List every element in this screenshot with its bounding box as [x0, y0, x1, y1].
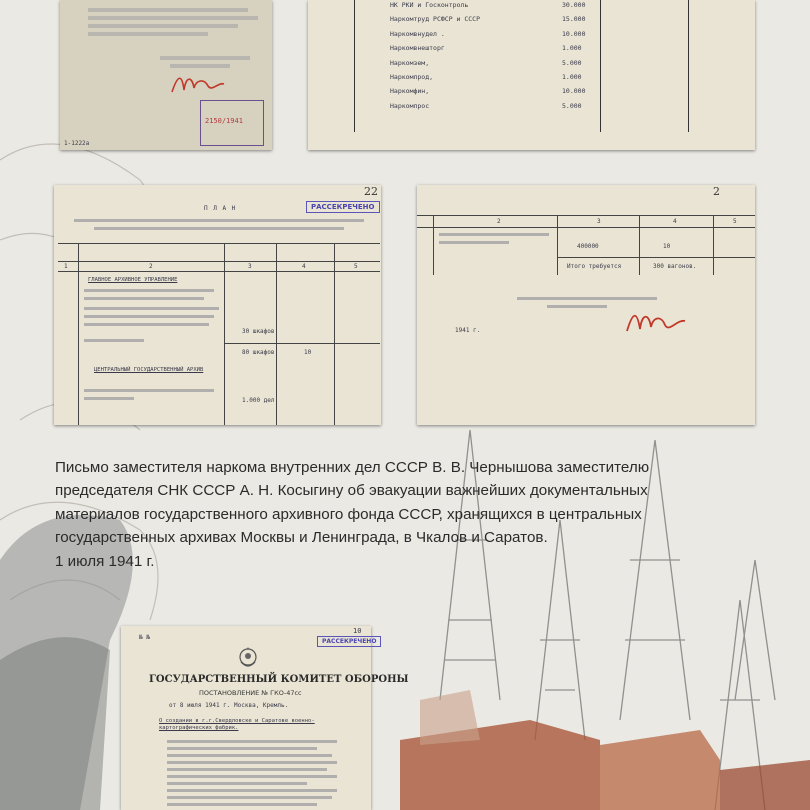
table-cell-value: 1.000 [562, 73, 582, 81]
page-number: 22 [364, 185, 378, 198]
document-top-left [60, 0, 272, 150]
table-num-line [58, 271, 380, 272]
table-border-left [354, 0, 355, 132]
doc-text-line [84, 397, 134, 400]
document-mid-right [417, 185, 755, 425]
handwritten-signature [623, 305, 689, 341]
col-num: 3 [248, 263, 252, 270]
col-num: 4 [302, 263, 306, 270]
doc-text-line [84, 307, 219, 310]
caption-line: председателя СНК СССР А. Н. Косыгину об эвакуации важнейших документальных [55, 482, 648, 500]
doc-text-line [88, 24, 238, 28]
cell-value: 400000 [577, 243, 599, 250]
col-line [557, 215, 558, 275]
table-num-line [417, 227, 755, 228]
decree-title: ГОСУДАРСТВЕННЫЙ КОМИТЕТ ОБОРОНЫ [149, 674, 409, 685]
table-head-line [58, 261, 380, 262]
doc-date: 1941 г. [455, 327, 481, 334]
decree-number: ПОСТАНОВЛЕНИЕ № ГКО-47сс [199, 689, 302, 697]
doc-text-line [167, 740, 337, 743]
doc-text-line [167, 775, 337, 778]
doc-text-line [167, 803, 317, 806]
caption-line: государственных архивах Москвы и Ленинграда, в Чкалов и Саратов. [55, 529, 548, 547]
document-bottom [121, 626, 409, 810]
doc-text-line [167, 789, 337, 792]
table-cell-name: НК РКИ и Госконтроль [390, 1, 469, 9]
caption-line: 1 июля 1941 г. [55, 552, 155, 570]
declassified-stamp: РАССЕКРЕЧЕНО [306, 201, 380, 213]
row-line [224, 343, 380, 344]
caption-line: материалов государственного архивного фонда СССР, хранящихся в центральных [55, 505, 642, 523]
col-num: 5 [733, 218, 737, 225]
col-num: 2 [149, 263, 153, 270]
corner-number: 10 [353, 627, 362, 635]
table-cell-value: 1.000 [562, 44, 582, 53]
col-line [433, 215, 434, 275]
table-cell-name: Наркомпрос [390, 101, 430, 110]
col-num: 4 [673, 218, 677, 225]
cell-value: 80 шкафов [242, 349, 275, 356]
doc-text-line [84, 297, 204, 300]
doc-text-line [547, 305, 607, 308]
table-cell-value: 30.000 [562, 1, 586, 9]
document-top-right [308, 0, 755, 150]
row-line [557, 257, 755, 258]
table-cell-value: 15.000 [562, 15, 586, 24]
table-cell-name: Наркомфин, [390, 87, 430, 96]
doc-text-line [167, 761, 337, 764]
doc-text-line [167, 782, 307, 785]
section-heading: ЦЕНТРАЛЬНЫЙ ГОСУДАРСТВЕННЫЙ АРХИВ [94, 367, 204, 373]
table-border-right [688, 0, 689, 132]
caption [55, 456, 775, 573]
page-number: 2 [713, 185, 720, 198]
col-line [276, 243, 277, 425]
doc-text-line [84, 289, 214, 292]
doc-text-line [88, 16, 258, 20]
table-cell-name: Наркомпрод, [390, 73, 434, 81]
col-line [78, 243, 79, 425]
col-num: 2 [497, 218, 501, 225]
col-line [713, 215, 714, 275]
doc-text-line [167, 796, 332, 799]
doc-text-line [84, 315, 214, 318]
table-cell-name: Наркомвнешторг [390, 44, 445, 53]
cell-value: 1.000 дел [242, 397, 275, 404]
doc-text-line [167, 747, 317, 750]
doc-text-line [88, 8, 248, 12]
col-line [224, 243, 225, 425]
table-cell-name: Наркомзем, [390, 58, 430, 67]
doc-text-line [84, 339, 144, 342]
col-num: 5 [354, 263, 358, 270]
table-top-line [417, 215, 755, 216]
doc-text-line [170, 64, 230, 68]
total-value: 300 вагонов. [653, 263, 697, 270]
plan-heading: П Л А Н [204, 205, 237, 212]
caption-line: Письмо заместителя наркома внутренних дел СССР В. В. Чернышова заместителю [55, 459, 650, 476]
col-num: 1 [64, 263, 68, 270]
corner-note: 1-1222а [64, 140, 90, 147]
doc-text-line [88, 32, 208, 36]
table-top-line [58, 243, 380, 244]
doc-text-line [439, 233, 549, 236]
ussr-emblem-icon [237, 646, 259, 670]
table-border-mid [600, 0, 601, 132]
cell-value: 30 шкафов [242, 328, 275, 335]
doc-text-line [84, 389, 214, 392]
col-num: 3 [597, 218, 601, 225]
doc-text-line [439, 241, 509, 244]
registration-stamp [200, 100, 264, 146]
table-cell-value: 10.000 [562, 87, 586, 96]
stamp-number: 2150/1941 [205, 117, 243, 125]
table-cell-value: 5.000 [562, 101, 582, 110]
cell-value: 10 [304, 349, 312, 356]
total-label: Итого требуется [567, 263, 622, 270]
table-cell-name: Наркомвнудел . [390, 29, 445, 38]
col-line [334, 243, 335, 425]
doc-text-line [94, 227, 344, 230]
section-heading: ГЛАВНОЕ АРХИВНОЕ УПРАВЛЕНИЕ [88, 277, 178, 283]
decree-subject: О создании в г.г.Свердловске и Саратове военно-картографических фабрик. [159, 718, 315, 731]
doc-text-line [167, 768, 327, 771]
doc-text-line [160, 56, 250, 60]
handwritten-signature [168, 70, 228, 100]
col-line [639, 215, 640, 275]
table-cell-value: 5.000 [562, 58, 582, 67]
declassified-stamp: РАССЕКРЕЧЕНО [317, 636, 381, 647]
doc-no-label: № № [139, 634, 150, 641]
table-cell-value: 10.000 [562, 29, 586, 38]
doc-text-line [84, 323, 209, 326]
doc-text-line [74, 219, 364, 222]
decree-date: от 8 июля 1941 г. Москва, Кремль. [169, 702, 289, 709]
doc-text-line [517, 297, 657, 300]
doc-text-line [167, 754, 332, 757]
table-cell-name: Наркомтруд РСФСР и СССР [390, 15, 481, 24]
document-mid-left [54, 185, 381, 425]
cell-value: 10 [663, 243, 671, 250]
